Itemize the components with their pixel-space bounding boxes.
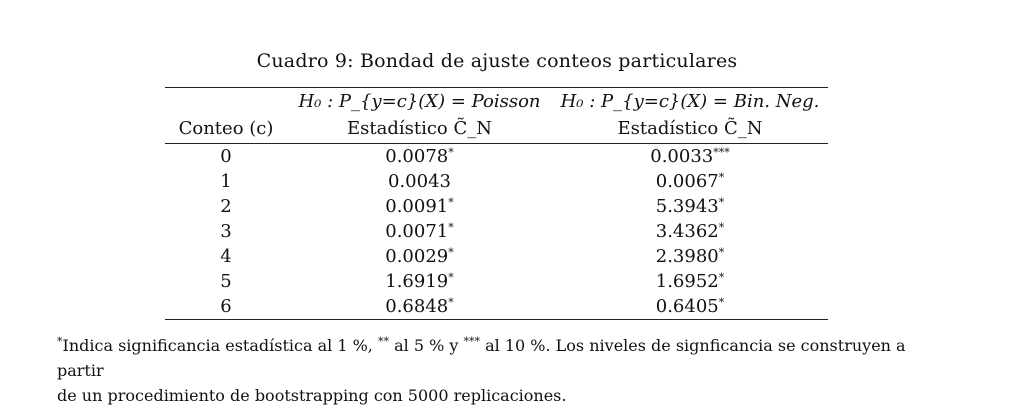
goodness-of-fit-table <box>165 87 828 320</box>
significance-marker: * <box>718 271 725 284</box>
significance-marker: * <box>448 271 454 284</box>
value: 1.6952 <box>655 271 719 292</box>
conteo-cell: 3 <box>220 221 232 242</box>
table-row <box>165 269 828 294</box>
hypothesis-header-row <box>165 88 828 116</box>
binneg-cell <box>552 219 828 244</box>
table-row <box>165 144 828 170</box>
poisson-cell <box>287 244 552 269</box>
binneg-cell <box>552 294 828 320</box>
footnote-marker: * <box>57 335 63 348</box>
table-footnote <box>57 333 957 408</box>
conteo-cell: 1 <box>220 171 232 192</box>
conteo-cell: 4 <box>220 246 232 267</box>
footnote-line-1 <box>57 333 957 383</box>
significance-marker: * <box>718 196 725 209</box>
significance-marker: * <box>448 146 454 159</box>
conteo-cell: 0 <box>220 146 232 167</box>
significance-marker: * <box>448 196 454 209</box>
significance-marker: * <box>718 221 725 234</box>
footnote-text: al 10 %. Los niveles de signficancia se construyen a partir <box>57 336 906 380</box>
significance-marker: * <box>448 296 454 309</box>
value: 0.0029 <box>385 246 449 267</box>
statistic-header-row <box>165 115 828 144</box>
table-row <box>165 244 828 269</box>
poisson-cell <box>287 219 552 244</box>
binneg-cell <box>552 144 828 170</box>
significance-marker: * <box>718 296 725 309</box>
poisson-cell <box>287 294 552 320</box>
poisson-cell <box>287 194 552 219</box>
significance-marker: * <box>448 221 454 234</box>
binneg-statistic-header: Estadístico C̃_N <box>552 115 828 144</box>
poisson-hypothesis-header: H₀ : P_{y=c}(X) = Poisson <box>287 88 552 116</box>
value: 0.6405 <box>655 296 719 317</box>
results-table-container <box>165 87 828 320</box>
footnote-marker: ** <box>377 335 389 348</box>
conteo-cell: 6 <box>165 294 287 320</box>
binneg-hypothesis-header: H₀ : P_{y=c}(X) = Bin. Neg. <box>552 88 828 116</box>
binneg-cell <box>552 244 828 269</box>
conteo-cell: 2 <box>220 196 232 217</box>
binneg-cell <box>552 194 828 219</box>
footnote-text: Indica significancia estadística al 1 %, <box>62 336 373 355</box>
value: 0.0071 <box>385 221 449 242</box>
footnote-text: al 5 % y <box>394 336 459 355</box>
value: 0.0043 <box>388 171 451 192</box>
value: 0.0033 <box>650 146 714 167</box>
poisson-statistic-header: Estadístico C̃_N <box>287 115 552 144</box>
binneg-cell <box>552 169 828 194</box>
table-row <box>165 169 828 194</box>
significance-marker: *** <box>713 146 730 159</box>
value: 5.3943 <box>655 196 719 217</box>
conteo-header: Conteo (c) <box>165 115 287 144</box>
poisson-cell <box>287 144 552 170</box>
footnote-line-2: de un procedimiento de bootstrapping con 5000 replicaciones. <box>57 386 567 405</box>
table-row <box>165 294 828 320</box>
value: 0.0091 <box>385 196 449 217</box>
significance-marker: * <box>448 246 454 259</box>
significance-marker: * <box>718 246 725 259</box>
value: 0.0067 <box>655 171 719 192</box>
value: 0.0078 <box>385 146 449 167</box>
empty-header-cell <box>165 88 287 116</box>
value: 1.6919 <box>385 271 449 292</box>
poisson-cell <box>287 269 552 294</box>
table-row <box>165 194 828 219</box>
value: 2.3980 <box>655 246 719 267</box>
binneg-cell <box>552 269 828 294</box>
conteo-cell: 5 <box>220 271 232 292</box>
value: 3.4362 <box>655 221 719 242</box>
significance-marker: * <box>718 171 725 184</box>
poisson-cell <box>287 169 552 194</box>
table-caption: Cuadro 9: Bondad de ajuste conteos particulares <box>256 50 738 72</box>
value: 0.6848 <box>385 296 449 317</box>
footnote-marker: *** <box>463 335 481 348</box>
table-row <box>165 219 828 244</box>
